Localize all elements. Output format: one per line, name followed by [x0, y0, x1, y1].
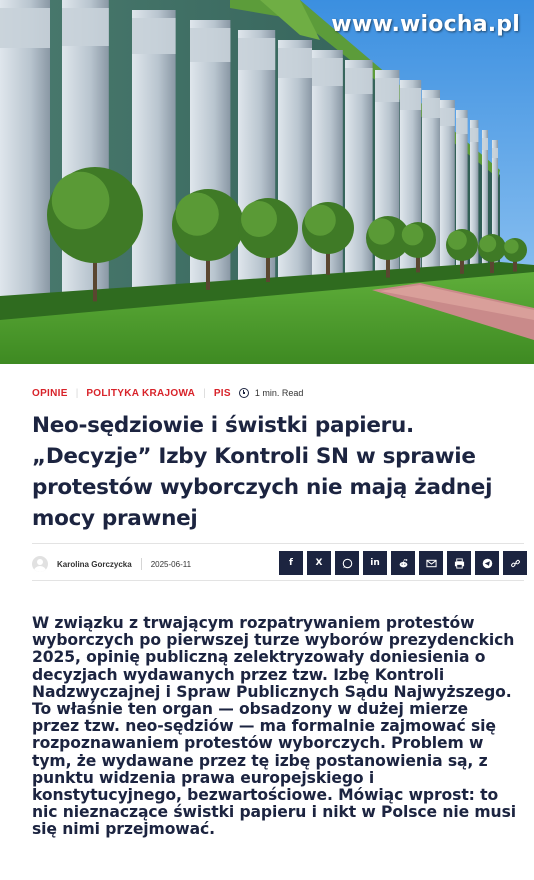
watermark: www.wiocha.pl: [331, 12, 520, 37]
email-icon: [426, 558, 437, 569]
category-opinie[interactable]: OPINIE: [32, 387, 68, 399]
share-copy-link-button[interactable]: [503, 551, 527, 575]
read-time: 1 min. Read: [254, 388, 304, 398]
share-linkedin-button[interactable]: [363, 551, 387, 575]
publish-date: 2025-06-11: [150, 559, 192, 569]
share-telegram-button[interactable]: [475, 551, 499, 575]
copy-link-icon: [510, 558, 521, 569]
divider-top: [32, 543, 524, 544]
print-icon: [454, 558, 465, 569]
article-title: Neo-sędziowie i świstki papieru. „Decyzje” Izby Kontroli SN w sprawie protestów wyborczych nie mają żadnej mocy prawnej: [32, 413, 493, 531]
share-email-button[interactable]: [419, 551, 443, 575]
category-polityka-krajowa[interactable]: POLITYKA KRAJOWA: [86, 387, 196, 399]
building-photo: [0, 0, 534, 364]
category-row: [32, 386, 303, 400]
category-separator: |: [203, 387, 206, 399]
share-facebook-button[interactable]: [279, 551, 303, 575]
hero-image: [0, 0, 534, 364]
avatar[interactable]: [32, 556, 48, 572]
share-x-button[interactable]: [307, 551, 331, 575]
author-name[interactable]: Karolina Gorczycka: [57, 559, 132, 569]
category-separator: |: [75, 387, 79, 399]
share-reddit-button[interactable]: [391, 551, 415, 575]
share-bar: [279, 551, 527, 575]
clock-icon: [239, 388, 249, 398]
category-pis[interactable]: PIS: [213, 387, 231, 399]
x-icon: X: [315, 558, 323, 568]
linkedin-icon: in: [370, 558, 380, 568]
telegram-icon: [482, 558, 493, 569]
divider-bottom: [32, 580, 524, 581]
whatsapp-icon: [342, 558, 353, 569]
share-whatsapp-button[interactable]: [335, 551, 359, 575]
article-lead: W związku z trwającym rozpatrywaniem protestów wyborczych po pierwszej turze wyborów prezydenckich 2025, opinię publiczną zelektryzowały doniesienia o decyzjach wydawanych przez tzw. Izbę Kontroli Nadzwyczajnej i Spraw Publicznych Sądu Najwyższego. To właśnie ten organ — obsadzony w dużej mierze przez tzw. neo-sędziów — ma formalnie zajmować się rozpoznawaniem protestów wyborczych. Problem w tym, że wydawane przez tę izbę postanowienia są, z punktu widzenia prawa europejskiego i konstytucyjnego, bezwartościowe. Mówiąc wprost: to nic nieznaczące świstki papieru i nikt w Polsce nie musi się nimi przejmować.: [32, 614, 516, 839]
author-date-separator: [141, 558, 142, 570]
facebook-icon: f: [289, 558, 293, 568]
author-row: [32, 551, 191, 577]
reddit-icon: [398, 558, 409, 569]
share-print-button[interactable]: [447, 551, 471, 575]
